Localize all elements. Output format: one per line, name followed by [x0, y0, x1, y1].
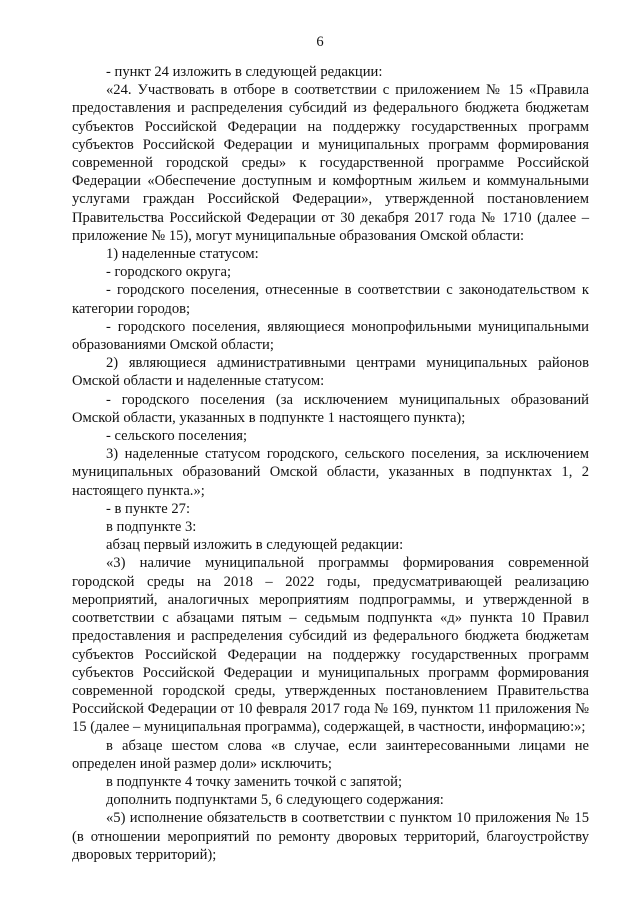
paragraph: в подпункте 3:	[106, 519, 197, 536]
paragraph: абзац первый изложить в следующей редакции:	[106, 537, 404, 554]
paragraph: в абзаце шестом слова «в случае, если заинтересованными лицами не определен иной размер доли» исключить;	[72, 737, 589, 772]
paragraph: - городского поселения, являющиеся монопрофильными муниципальными образованиями Омской области;	[72, 318, 589, 354]
paragraph: 2) являющиеся административными центрами муниципальных районов Омской области и наделенные статусом:	[72, 355, 589, 390]
paragraph: 1) наделенные статусом:	[106, 246, 259, 263]
paragraph: - городского округа;	[106, 264, 232, 281]
paragraph: - в пункте 27:	[106, 500, 191, 517]
paragraph: - сельского поселения;	[106, 428, 248, 445]
document-body	[72, 63, 589, 864]
page-number: 6	[316, 34, 324, 50]
paragraph: - городского поселения, отнесенные в соответствии с законодательством к категории городов;	[72, 282, 589, 317]
paragraph: дополнить подпунктами 5, 6 следующего содержания:	[106, 792, 444, 809]
paragraph: в подпункте 4 точку заменить точкой с запятой;	[106, 773, 403, 790]
paragraph: 3) наделенные статусом городского, сельского поселения, за исключением муниципальных образований Омской области, указанных в подпунктах 1, 2 настоящего пункта.»;	[72, 446, 589, 499]
paragraph: «3) наличие муниципальной программы формирования современной городской среды на 2018 – 2022 годы, предусматривающей реализацию мероприятий, аналогичных мероприятиям подпрограммы, и утвержденной в соответствии с абзацами пятым – седьмым подпункта «д» пункта 10 Правил предоставления и распределения субсидий из федерального бюджета бюджетам субъектов Российской Федерации на поддержку государственных программ субъектов Российской Федерации и муниципальных программ формирования современной городской среды, утвержденных постановлением Правительства Российской Федерации от 10 февраля 2017 года № 169, пунктом 11 приложения № 15 (далее – муниципальная программа), содержащей, в частности, информацию:»;	[72, 555, 589, 736]
paragraph: «5) исполнение обязательств в соответствии с пунктом 10 приложения № 15 (в отношении мероприятий по ремонту дворовых территорий, благоустройству дворовых территорий);	[72, 810, 589, 863]
paragraph: - городского поселения (за исключением муниципальных образований Омской области, указанных в подпункте 1 настоящего пункта);	[72, 391, 589, 426]
paragraph: - пункт 24 изложить в следующей редакции:	[106, 64, 383, 80]
paragraph: «24. Участвовать в отборе в соответствии с приложением № 15 «Правила предоставления и распределения субсидий из федерального бюджета бюджетам субъектов Российской Федерации на поддержку государственных программ субъектов Российской Федерации и муниципальных программ формирования современной городской среды» к государственной программе Российской Федерации «Обеспечение доступным и комфортным жильем и коммунальными услугами граждан Российской Федерации», утвержденной постановлением Правительства Российской Федерации от 30 декабря 2017 года № 1710 (далее – приложение № 15), могут муниципальные образования Омской области:	[72, 82, 589, 244]
